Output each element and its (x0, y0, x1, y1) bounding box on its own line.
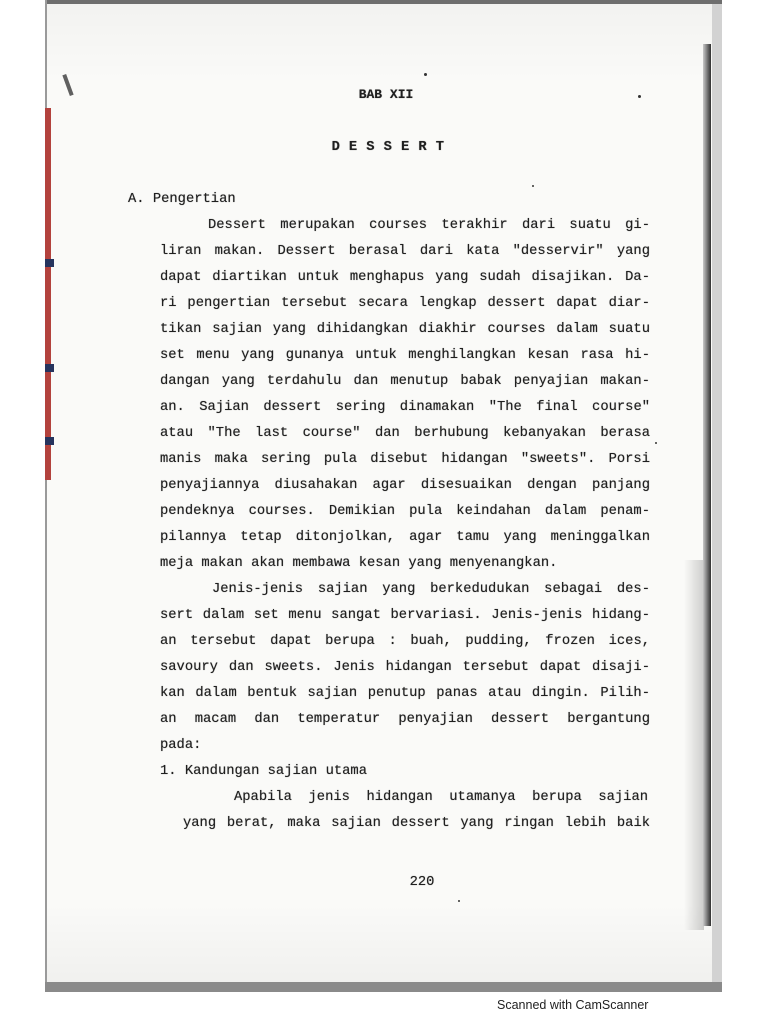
text-line: savoury dan sweets. Jenis hidangan tersebut dapat disaji- (160, 660, 650, 675)
camscanner-watermark: Scanned with CamScanner (497, 998, 649, 1012)
text-line: pendeknya courses. Demikian pula keindahan dalam penam- (160, 504, 650, 519)
text-line: kan dalam bentuk sajian penutup panas atau dingin. Pilih- (160, 686, 650, 701)
chapter-title: D E S S E R T (331, 140, 445, 155)
binding-mark (45, 437, 54, 445)
scan-speck (458, 900, 460, 902)
binding-mark (45, 364, 54, 372)
binding-mark (45, 259, 54, 267)
scan-speck (638, 95, 641, 98)
text-line: liran makan. Dessert berasal dari kata "desservir" yang (160, 244, 650, 259)
text-line: sert dalam set menu sangat bervariasi. Jenis-jenis hidang- (160, 608, 650, 623)
section-heading: A. Pengertian (128, 192, 236, 207)
text-line: set menu yang gunanya untuk menghilangkan kesan rasa hi- (160, 348, 650, 363)
text-line: Dessert merupakan courses terakhir dari suatu gi- (208, 218, 650, 233)
page-body (128, 187, 650, 837)
text-line: tikan sajian yang dihidangkan diakhir courses dalam suatu (160, 322, 650, 337)
text-line: an tersebut dapat berupa : buah, pudding, frozen ices, (160, 634, 650, 649)
page-right-shadow (684, 560, 704, 930)
text-line: Jenis-jenis sajian yang berkedudukan sebagai des- (212, 582, 650, 597)
text-line: an. Sajian dessert sering dinamakan "The final course" (160, 400, 650, 415)
page-top-edge (45, 0, 722, 4)
text-line: meja makan akan membawa kesan yang menyenangkan. (160, 556, 558, 571)
text-line: dangan yang terdahulu dan menutup babak penyajian makan- (160, 374, 650, 389)
text-line: yang berat, maka sajian dessert yang ringan lebih baik (183, 816, 650, 831)
text-line: manis maka sering pula disebut hidangan "sweets". Porsi (160, 452, 650, 467)
scan-speck (424, 73, 427, 76)
text-line: Apabila jenis hidangan utamanya berupa sajian (234, 790, 648, 805)
page-number: 220 (409, 875, 435, 890)
chapter-label: BAB XII (358, 87, 414, 102)
scan-speck (655, 442, 657, 444)
text-line: pada: (160, 738, 202, 753)
page-right-edge (703, 44, 711, 926)
text-line: ri pengertian tersebut secara lengkap dessert dapat diar- (160, 296, 650, 311)
text-line: an macam dan temperatur penyajian dessert bergantung (160, 712, 650, 727)
list-item-label: 1. Kandungan sajian utama (160, 764, 367, 779)
text-line: penyajiannya diusahakan agar disesuaikan dengan panjang (160, 478, 650, 493)
page-bottom-band (45, 982, 722, 992)
text-line: pilannya tetap ditonjolkan, agar tamu yang meninggalkan (160, 530, 650, 545)
binding-strip (45, 108, 51, 480)
text-line: atau "The last course" dan berhubung kebanyakan berasa (160, 426, 650, 441)
text-line: dapat diartikan untuk menghapus yang sudah disajikan. Da- (160, 270, 650, 285)
